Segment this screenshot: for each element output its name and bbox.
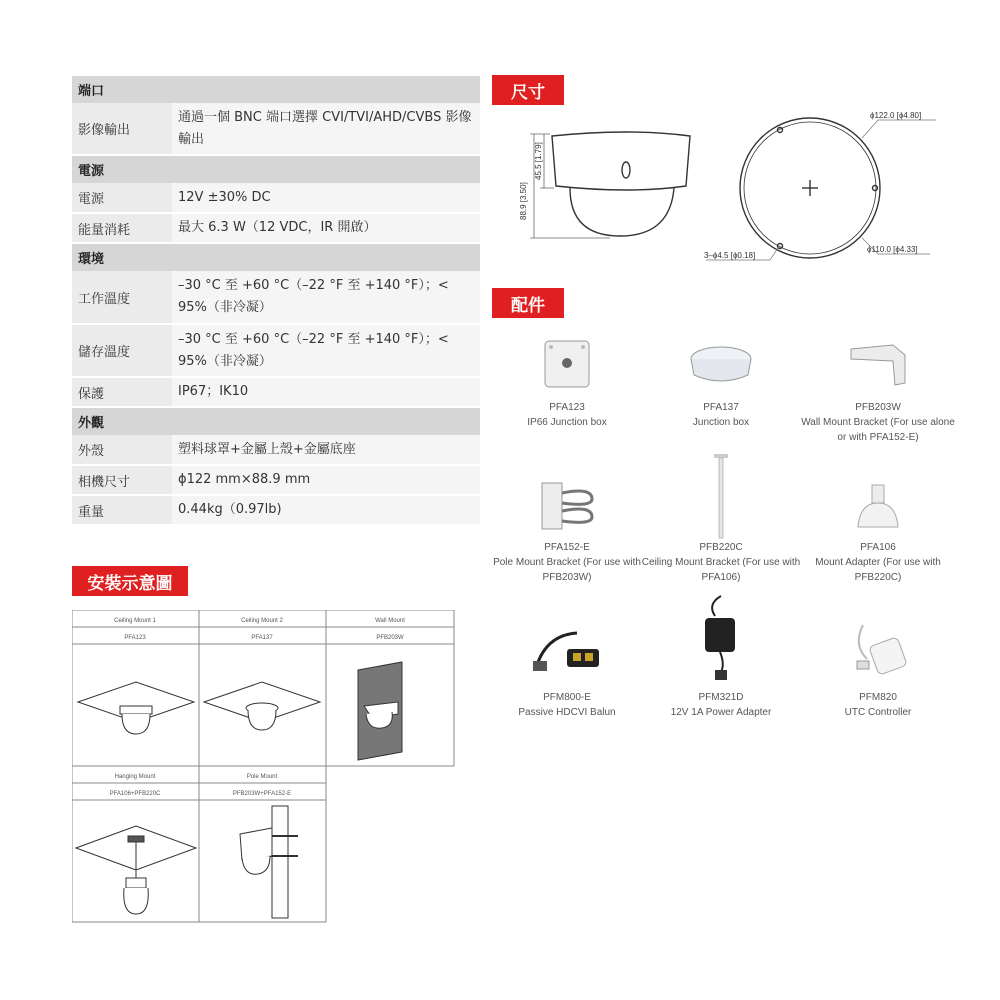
spec-key: 能量消耗 — [72, 213, 172, 243]
accessory-item — [487, 610, 647, 720]
ceiling-mount-2-drawing — [204, 682, 320, 730]
ceiling-mount-1-drawing — [78, 682, 194, 734]
accessory-item — [641, 330, 801, 430]
junction-box-icon — [537, 335, 597, 395]
spec-key: 儲存溫度 — [72, 324, 172, 377]
section-title: 電源 — [72, 155, 480, 183]
section-title: 端口 — [72, 76, 480, 103]
spec-key: 工作溫度 — [72, 271, 172, 324]
accessory-model: PFM800-E — [543, 692, 591, 703]
spec-value: 通過一個 BNC 端口選擇 CVI/TVI/AHD/CVBS 影像輸出 — [172, 103, 480, 155]
installation-label: 安裝示意圖 — [72, 566, 188, 596]
mounting-holes-label: 3–ϕ4.5 [ϕ0.18] — [704, 251, 756, 260]
diameter-inner-label: ϕ110.0 [ϕ4.33] — [867, 245, 918, 254]
accessory-model: PFB220C — [699, 542, 743, 553]
spec-value: IP67；IK10 — [172, 377, 480, 407]
pole-mount-drawing — [240, 806, 298, 918]
pole-bracket-icon — [532, 475, 602, 535]
mount-model: PFB203W — [376, 635, 404, 641]
section-title: 環境 — [72, 243, 480, 271]
accessory-desc: Mount Adapter (For use with PFB220C) — [815, 557, 941, 583]
spec-key: 外殼 — [72, 435, 172, 465]
mount-title: Pole Mount — [246, 774, 278, 780]
accessory-model: PFA152-E — [544, 542, 590, 553]
spec-key: 相機尺寸 — [72, 465, 172, 495]
hanging-mount-drawing — [76, 826, 196, 914]
accessories-label: 配件 — [492, 288, 564, 318]
spec-key: 影像輸出 — [72, 103, 172, 155]
spec-value: –30 °C 至 +60 °C（–22 °F 至 +140 °F）；< 95%（非冷凝） — [172, 324, 480, 377]
dimensions-label: 尺寸 — [492, 75, 564, 105]
accessory-item — [487, 470, 647, 585]
accessory-desc: Passive HDCVI Balun — [518, 707, 616, 718]
mount-title: Ceiling Mount 2 — [241, 618, 283, 624]
mount-title: Hanging Mount — [114, 774, 156, 780]
accessory-model: PFA106 — [860, 542, 896, 553]
mount-adapter-icon — [848, 475, 908, 535]
accessory-item — [798, 610, 958, 720]
mount-title: Wall Mount — [375, 618, 405, 624]
diameter-outer-label: ϕ122.0 [ϕ4.80] — [870, 111, 922, 120]
mount-model: PFA106+PFB220C — [109, 791, 161, 797]
installation-diagram — [72, 610, 456, 924]
balun-icon — [527, 615, 607, 685]
section-title: 外觀 — [72, 407, 480, 435]
accessory-model: PFA123 — [549, 402, 585, 413]
accessory-item — [641, 590, 801, 720]
accessory-desc: Ceiling Mount Bracket (For use with PFA106) — [641, 557, 801, 583]
height-total-label: 88.9 [3.50] — [519, 182, 528, 220]
accessory-item — [487, 330, 647, 430]
spec-key: 保護 — [72, 377, 172, 407]
accessory-desc: UTC Controller — [844, 707, 912, 718]
accessory-item — [798, 470, 958, 585]
accessory-item — [641, 452, 801, 585]
spec-key: 重量 — [72, 495, 172, 525]
spec-value: 0.44kg（0.97lb) — [172, 495, 480, 525]
spec-value: –30 °C 至 +60 °C（–22 °F 至 +140 °F）；< 95%（非冷凝） — [172, 271, 480, 324]
camera-top-view — [740, 118, 880, 258]
accessory-desc: Junction box — [692, 417, 750, 428]
mount-model: PFB203W+PFA152-E — [232, 791, 292, 797]
wall-bracket-icon — [843, 335, 913, 395]
spec-key: 電源 — [72, 183, 172, 213]
accessory-desc: 12V 1A Power Adapter — [670, 707, 772, 718]
accessory-desc: IP66 Junction box — [527, 417, 607, 428]
mount-model: PFA137 — [251, 635, 273, 641]
spec-value: 12V ±30% DC — [172, 183, 480, 213]
mount-model: PFA123 — [124, 635, 146, 641]
spec-table — [72, 76, 480, 526]
accessory-desc: Wall Mount Bracket (For use alone or with PFA152-E) — [801, 417, 955, 443]
accessory-model: PFM820 — [859, 692, 897, 703]
ceiling-bracket-icon — [706, 452, 736, 540]
mount-title: Ceiling Mount 1 — [114, 618, 156, 624]
accessory-model: PFA137 — [703, 402, 739, 413]
accessory-item — [798, 330, 958, 445]
dimension-drawing — [490, 108, 950, 268]
wall-mount-drawing — [358, 662, 402, 760]
spec-value: 最大 6.3 W（12 VDC，IR 開啟） — [172, 213, 480, 243]
accessory-model: PFM321D — [698, 692, 744, 703]
junction-box-icon — [686, 335, 756, 395]
power-adapter-icon — [691, 592, 751, 688]
height-top-label: 45.5 [1.79] — [534, 142, 543, 180]
accessory-model: PFB203W — [855, 402, 901, 413]
spec-value: 塑料球罩+金屬上殼+金屬底座 — [172, 435, 480, 465]
accessory-desc: Pole Mount Bracket (For use with PFB203W) — [493, 557, 641, 583]
utc-controller-icon — [843, 615, 913, 685]
spec-value: ϕ122 mm×88.9 mm — [172, 465, 480, 495]
camera-side-view — [552, 132, 690, 236]
